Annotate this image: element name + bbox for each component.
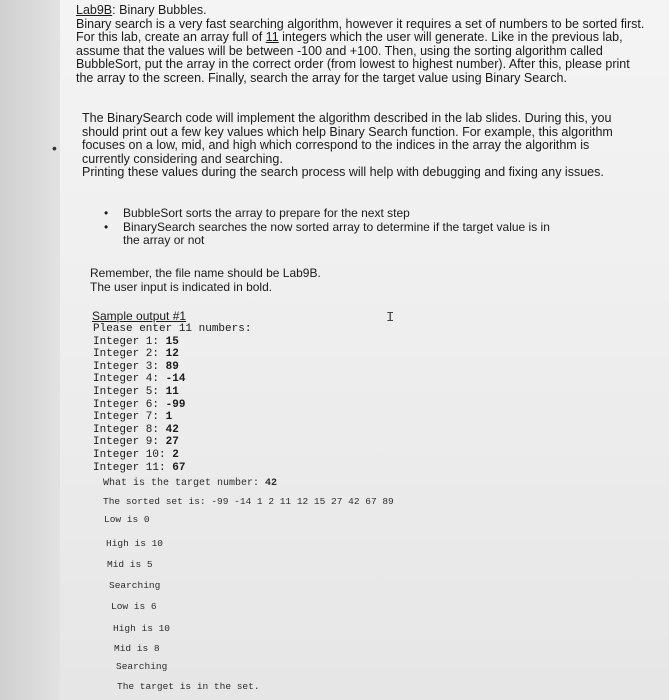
desk-edge: [0, 0, 60, 700]
input-value: -99: [165, 398, 186, 411]
console-input-line: [93, 462, 251, 475]
console-input-line: [93, 436, 251, 449]
bullet-list: [104, 207, 624, 248]
input-label: Integer 5:: [93, 385, 166, 398]
lab-title-suffix: : Binary Bubbles.: [112, 3, 207, 17]
input-value: 12: [165, 348, 179, 361]
trace-line: High is 10: [106, 538, 164, 549]
target-value: 42: [265, 478, 278, 489]
input-label: Integer 1:: [93, 335, 166, 348]
intro-line: assume that the values will be between -100 and +100. Then, using the sorting algorithm called: [76, 43, 603, 58]
console-input-line: [93, 373, 251, 386]
input-label: Integer 7:: [93, 411, 166, 424]
bullet-icon: •: [104, 220, 109, 234]
input-lines: [93, 336, 251, 475]
input-value: -14: [165, 373, 186, 386]
intro-line: For this lab, create an array full of 11 integers which the user will generate. Like in the previous lab,: [76, 30, 623, 44]
input-value: 89: [165, 360, 179, 373]
trace-line: Mid is 8: [114, 643, 160, 654]
input-value: 67: [172, 461, 186, 474]
input-value: 2: [172, 448, 179, 461]
trace-line: Low is 6: [111, 601, 157, 612]
trace-line: Mid is 5: [107, 559, 153, 570]
trace-line: The target is in the set.: [117, 681, 260, 692]
trace-line: Low is 0: [104, 514, 150, 525]
input-label: Integer 3:: [93, 360, 166, 373]
bullet-icon: •: [104, 206, 109, 220]
console-input-line: [93, 449, 251, 462]
console-input-line: [93, 399, 251, 412]
sample-console: [93, 323, 251, 474]
console-input-line: [93, 348, 251, 361]
input-label: Integer 10:: [93, 448, 173, 461]
text-cursor-icon: I: [386, 310, 395, 326]
trace-line: Searching: [109, 580, 161, 591]
input-value: 15: [165, 335, 179, 348]
input-value: 11: [165, 385, 179, 398]
input-label: Integer 4:: [93, 373, 166, 386]
remember-note: Remember, the file name should be Lab9B. The user input is indicated in bold.: [90, 266, 321, 294]
lab-title: Lab9B: [76, 3, 113, 17]
binary-search-paragraph: The BinarySearch code will implement the algorithm described in the lab slides. During this, you should print out a few key values which help Binary Search function. For example, this algorithm focuses on a low, mid, and high which correspond to the indices in the array the algorithm is currently considering and searching. Printing these values during the search process will help with debugging and fixing any issues.: [82, 111, 613, 179]
console-input-line: [93, 411, 251, 424]
input-label: Integer 2:: [93, 348, 166, 361]
sample-output-title: Sample output #1: [92, 309, 187, 323]
input-label: Integer 8:: [93, 423, 166, 436]
trace-line: Searching: [116, 661, 168, 672]
sorted-line: The sorted set is: -99 -14 1 2 11 12 15 27 42 67 89: [103, 496, 394, 507]
intro-line: BubbleSort, put the array in the correct order (from lowest to highest number). After this, please print: [76, 57, 630, 71]
input-label: Integer 11:: [93, 461, 173, 474]
intro-line: Binary search is a very fast searching algorithm, however it requires a set of numbers to be sorted first.: [76, 16, 645, 31]
trace-line: High is 10: [113, 623, 171, 634]
input-value: 1: [165, 411, 173, 424]
margin-dot: •: [52, 140, 57, 156]
list-item: • BubbleSort sorts the array to prepare for the next step: [104, 206, 410, 220]
document-page: [60, 0, 669, 700]
intro-paragraph: [76, 4, 666, 85]
array-size: 11: [265, 30, 279, 44]
intro-line: the array to the screen. Finally, search the array for the target value using Binary Search.: [76, 70, 567, 85]
console-input-line: [93, 361, 251, 374]
input-label: Integer 9:: [93, 436, 166, 449]
target-line: What is the target number: 42: [103, 478, 278, 489]
input-value: 42: [165, 423, 179, 436]
console-input-line: [93, 424, 251, 437]
console-input-line: [93, 386, 251, 399]
input-value: 27: [165, 436, 179, 449]
console-input-line: [93, 336, 251, 349]
console-prompt: Please enter 11 numbers:: [93, 323, 252, 335]
input-label: Integer 6:: [93, 398, 166, 411]
list-item: • BinarySearch searches the now sorted array to determine if the target value is in the array or not: [104, 220, 550, 247]
